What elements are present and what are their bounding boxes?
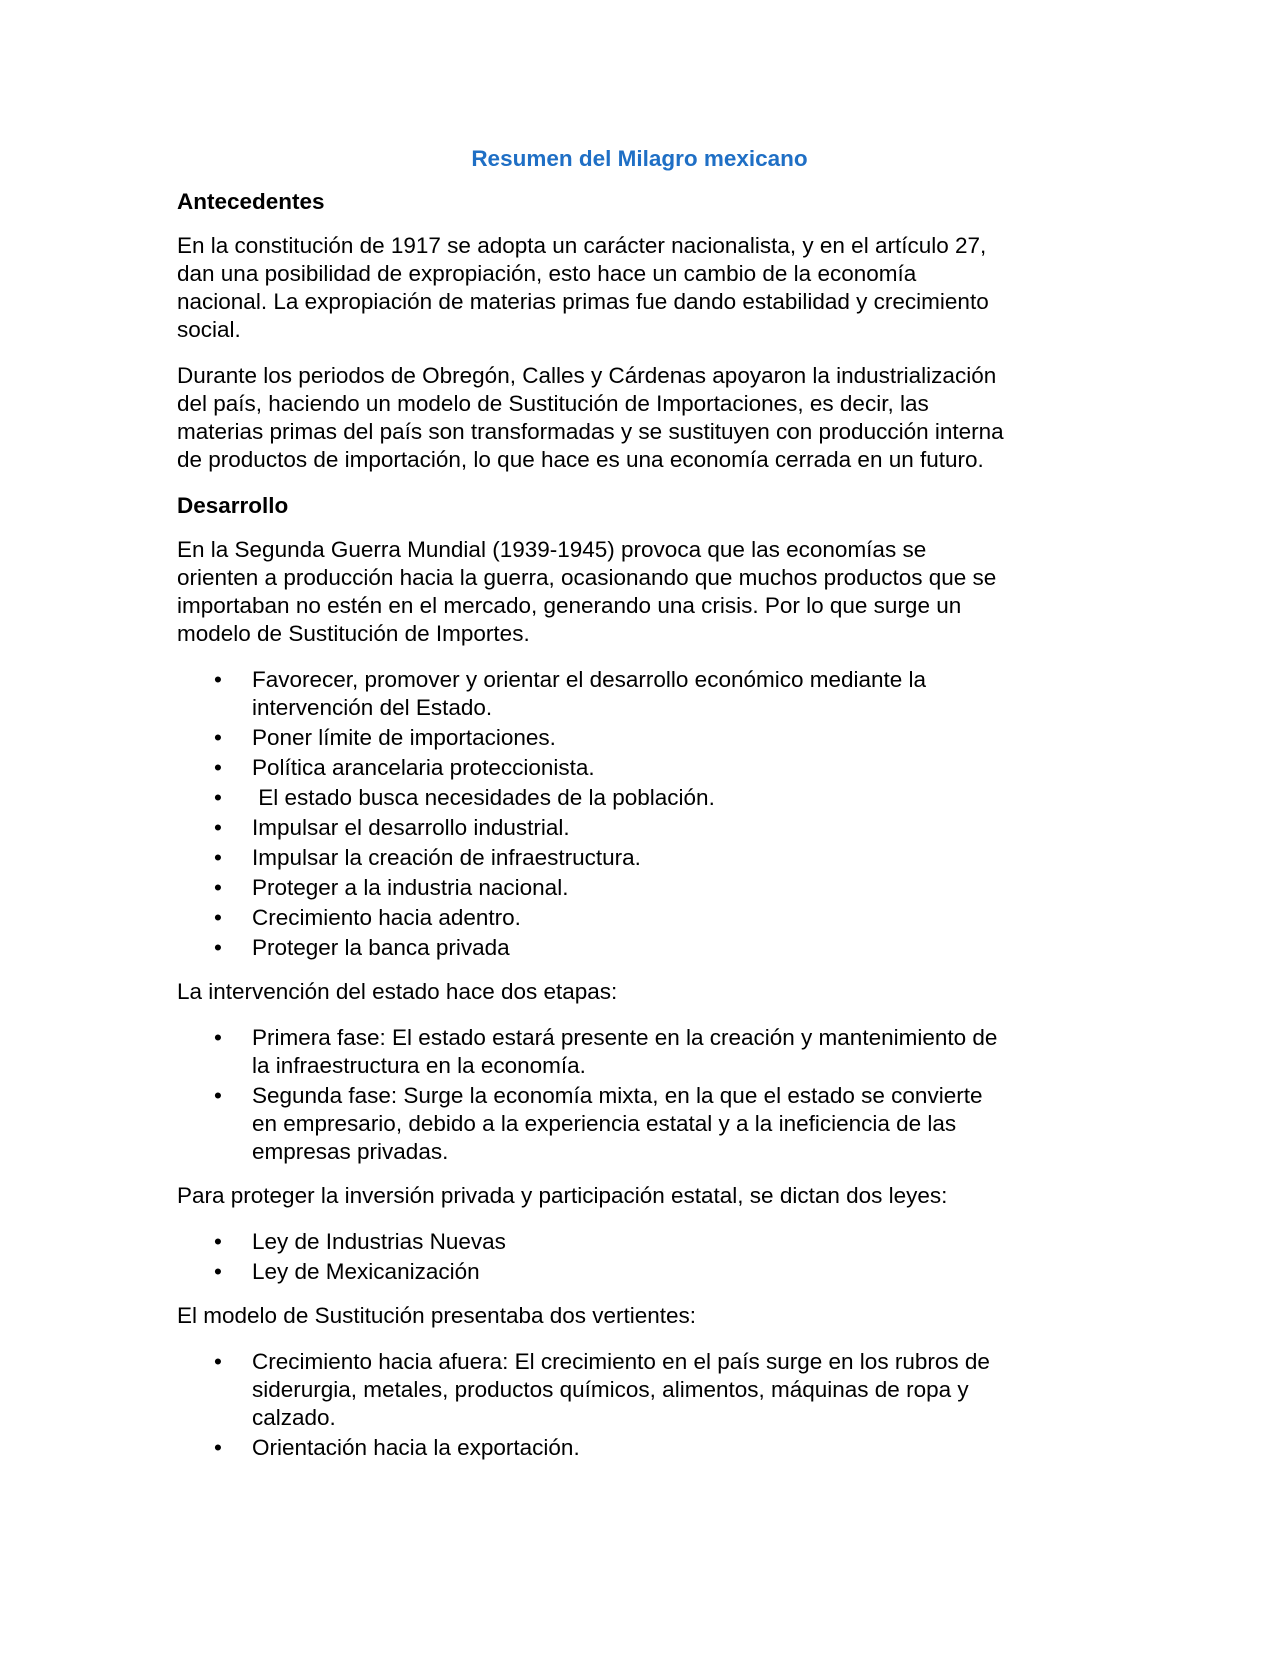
text-line: Favorecer, promover y orientar el desarrollo económico mediante la [252,667,927,692]
bullet-icon: • [214,1025,222,1050]
text-line: empresas privadas. [252,1139,449,1164]
bullet-list [177,1228,1117,1286]
bullet-list [177,1024,1117,1166]
text-line: El modelo de Sustitución presentaba dos vertientes: [177,1303,697,1328]
text-line: modelo de Sustitución de Importes. [177,621,530,646]
list-item [177,874,1117,902]
bullet-list [177,1348,1117,1462]
text-line: Política arancelaria proteccionista. [252,755,595,780]
text-line: nacional. La expropiación de materias primas fue dando estabilidad y crecimiento [177,289,989,314]
list-item [177,1024,1117,1080]
list-item [177,1348,1117,1432]
paragraph [177,232,1117,344]
text-line: materias primas del país son transformadas y se sustituyen con producción interna [177,419,1004,444]
text-line: Ley de Mexicanización [252,1259,480,1284]
text-line: de productos de importación, lo que hace es una economía cerrada en un futuro. [177,447,984,472]
paragraph [177,536,1117,648]
text-line: Proteger a la industria nacional. [252,875,569,900]
list-item [177,1082,1117,1166]
section-heading: Desarrollo [177,493,289,518]
bullet-icon: • [214,875,222,900]
list-item [177,666,1117,722]
bullet-icon: • [214,845,222,870]
text-line: Poner límite de importaciones. [252,725,556,750]
document-body [177,188,1117,1462]
text-line: social. [177,317,241,342]
list-item [177,814,1117,842]
text-line: Orientación hacia la exportación. [252,1435,580,1460]
paragraph [177,1302,1117,1330]
bullet-icon: • [214,785,222,810]
list-item [177,934,1117,962]
text-line: En la constitución de 1917 se adopta un carácter nacionalista, y en el artículo 27, [177,233,987,258]
bullet-icon: • [214,1435,222,1460]
text-line: Durante los periodos de Obregón, Calles y Cárdenas apoyaron la industrialización [177,363,997,388]
bullet-list [177,666,1117,962]
list-item [177,784,1117,812]
bullet-icon: • [214,815,222,840]
text-line: Proteger la banca privada [252,935,510,960]
document-page [177,145,1117,1478]
list-item [177,844,1117,872]
text-line: en empresario, debido a la experiencia estatal y a la ineficiencia de las [252,1111,957,1136]
bullet-icon: • [214,1349,222,1374]
bullet-icon: • [214,1083,222,1108]
text-line: calzado. [252,1405,336,1430]
bullet-icon: • [214,905,222,930]
bullet-icon: • [214,725,222,750]
list-item [177,1258,1117,1286]
text-line: importaban no estén en el mercado, generando una crisis. Por lo que surge un [177,593,962,618]
text-line: Crecimiento hacia adentro. [252,905,521,930]
section-heading: Antecedentes [177,189,325,214]
text-line: El estado busca necesidades de la población. [252,785,715,810]
text-line: La intervención del estado hace dos etapas: [177,979,618,1004]
text-line: Segunda fase: Surge la economía mixta, en la que el estado se convierte [252,1083,983,1108]
bullet-icon: • [214,935,222,960]
text-line: Impulsar la creación de infraestructura. [252,845,641,870]
paragraph [177,978,1117,1006]
list-item [177,754,1117,782]
text-line: siderurgia, metales, productos químicos, alimentos, máquinas de ropa y [252,1377,969,1402]
text-line: Crecimiento hacia afuera: El crecimiento en el país surge en los rubros de [252,1349,990,1374]
list-item [177,1228,1117,1256]
text-line: orienten a producción hacia la guerra, ocasionando que muchos productos que se [177,565,997,590]
text-line: la infraestructura en la economía. [252,1053,586,1078]
text-line: Impulsar el desarrollo industrial. [252,815,570,840]
text-line: dan una posibilidad de expropiación, esto hace un cambio de la economía [177,261,917,286]
list-item [177,904,1117,932]
text-line: del país, haciendo un modelo de Sustitución de Importaciones, es decir, las [177,391,929,416]
document-title: Resumen del Milagro mexicano [471,146,808,171]
bullet-icon: • [214,1259,222,1284]
bullet-icon: • [214,755,222,780]
paragraph [177,1182,1117,1210]
bullet-icon: • [214,1229,222,1254]
text-line: Para proteger la inversión privada y participación estatal, se dictan dos leyes: [177,1183,948,1208]
list-item [177,724,1117,752]
text-line: Ley de Industrias Nuevas [252,1229,506,1254]
text-line: intervención del Estado. [252,695,493,720]
text-line: En la Segunda Guerra Mundial (1939-1945) provoca que las economías se [177,537,927,562]
list-item [177,1434,1117,1462]
paragraph [177,362,1117,474]
bullet-icon: • [214,667,222,692]
text-line: Primera fase: El estado estará presente en la creación y mantenimiento de [252,1025,998,1050]
